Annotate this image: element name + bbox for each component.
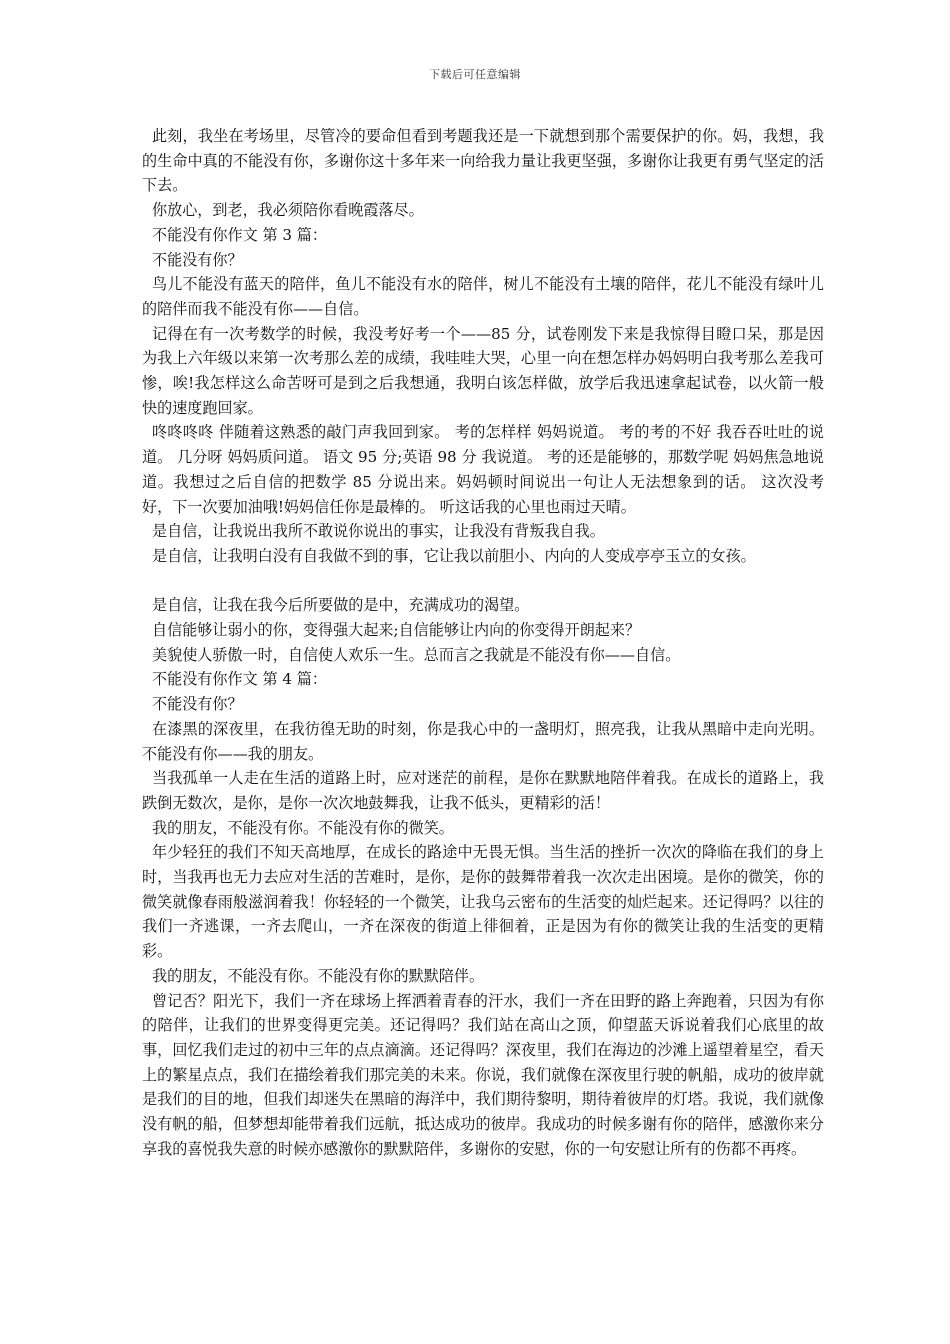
paragraph: 美貌使人骄傲一时，自信使人欢乐一生。总而言之我就是不能没有你——自信。 [152,645,681,664]
section-heading: 不能没有你作文 第 4 篇： [152,670,327,689]
paragraph: 是自信，让我说出我所不敢说你说出的事实，让我没有背叛我自我。 [152,522,605,541]
document-body [142,124,824,1162]
paragraph: 不能没有你？ [152,250,243,269]
paragraph: 我的朋友，不能没有你。不能没有你的微笑。 [152,818,454,837]
blank-line [142,569,824,594]
paragraph: 年少轻狂的我们不知天高地厚，在成长的路途中无畏无惧。当生活的挫折一次次的降临在我们的身上时，当我再也无力去应对生活的苦难时，是你，是你的鼓舞带着我一次次走出困境。是你的微笑，你的微笑就像春雨般滋润着我！你轻轻的一个微笑，让我乌云密布的生活变的灿烂起来。还记得吗？以往的我们一齐逃课，一齐去爬山，一齐在深夜的街道上徘徊着，正是因为有你的微笑让我的生活变的更精彩。 [142,843,824,961]
paragraph: 曾记否？阳光下，我们一齐在球场上挥洒着青春的汗水，我们一齐在田野的路上奔跑着，只因为有你的陪伴，让我们的世界变得更完美。还记得吗？我们站在高山之顶，仰望蓝天诉说着我们心底里的故事，回忆我们走过的初中三年的点点滴滴。还记得吗？深夜里，我们在海边的沙滩上遥望着星空，看天上的繁星点点，我们在描绘着我们那完美的未来。你说，我们就像在深夜里行驶的帆船，成功的彼岸就是我们的目的地，但我们却迷失在黑暗的海洋中，我们期待黎明，期待着彼岸的灯塔。我说，我们就像没有帆的船，但梦想却能带着我们远航，抵达成功的彼岸。我成功的时候多谢有你的陪伴，感激你来分享我的喜悦我失意的时候亦感激你的默默陪伴，多谢你的安慰，你的一句安慰让所有的伤都不再疼。 [142,991,824,1158]
section-heading: 不能没有你作文 第 3 篇： [152,225,327,244]
paragraph: 是自信，让我在我今后所要做的是中，充满成功的渴望。 [152,596,530,615]
paragraph: 我的朋友，不能没有你。不能没有你的默默陪伴。 [152,966,485,985]
paragraph: 此刻，我坐在考场里，尽管冷的要命但看到考题我还是一下就想到那个需要保护的你。妈，我想，我的生命中真的不能没有你，多谢你这十多年来一向给我力量让我更坚强，多谢你让我更有勇气坚定的活下去。 [142,127,824,195]
paragraph: 咚咚咚咚 伴随着这熟悉的敲门声我回到家。 考的怎样样 妈妈说道。 考的考的不好 我吞吞吐吐的说道。 几分呀 妈妈质问道。 语文 95 分;英语 98 分 我说道。 考的还是能够的，那数学呢 妈妈焦急地说道。我想过之后自信的把数学 85 分说出来。妈妈顿时间说出一句让人无法想象到的话。 这次没考好，下一次要加油哦!妈妈信任你是最棒的。 听这话我的心里也雨过天晴。 [142,423,824,516]
paragraph: 不能没有你？ [152,695,243,714]
paragraph: 鸟儿不能没有蓝天的陪伴，鱼儿不能没有水的陪伴，树儿不能没有土壤的陪伴，花儿不能没有绿叶儿的陪伴而我不能没有你——自信。 [142,275,824,318]
paragraph: 自信能够让弱小的你，变得强大起来;自信能够让内向的你变得开朗起来？ [152,621,641,640]
paragraph: 记得在有一次考数学的时候，我没考好考一个——85 分，试卷刚发下来是我惊得目瞪口呆，那是因为我上六年级以来第一次考那么差的成绩，我哇哇大哭，心里一向在想怎样办妈妈明白我考那么差我可惨，唉!我怎样这么命苦呀可是到之后我想通，我明白该怎样做，放学后我迅速拿起试卷，以火箭一般快的速度跑回家。 [142,324,824,417]
page-header: 下载后可任意编辑 [429,68,521,81]
paragraph: 当我孤单一人走在生活的道路上时，应对迷茫的前程，是你在默默地陪伴着我。在成长的道路上，我跌倒无数次，是你，是你一次次地鼓舞我，让我不低头，更精彩的活！ [142,769,824,812]
paragraph: 在漆黑的深夜里，在我彷徨无助的时刻，你是我心中的一盏明灯，照亮我，让我从黑暗中走向光明。不能没有你——我的朋友。 [142,719,824,763]
paragraph: 你放心，到老，我必须陪你看晚霞落尽。 [152,201,424,220]
paragraph: 是自信，让我明白没有自我做不到的事，它让我以前胆小、内向的人变成亭亭玉立的女孩。 [152,546,756,565]
